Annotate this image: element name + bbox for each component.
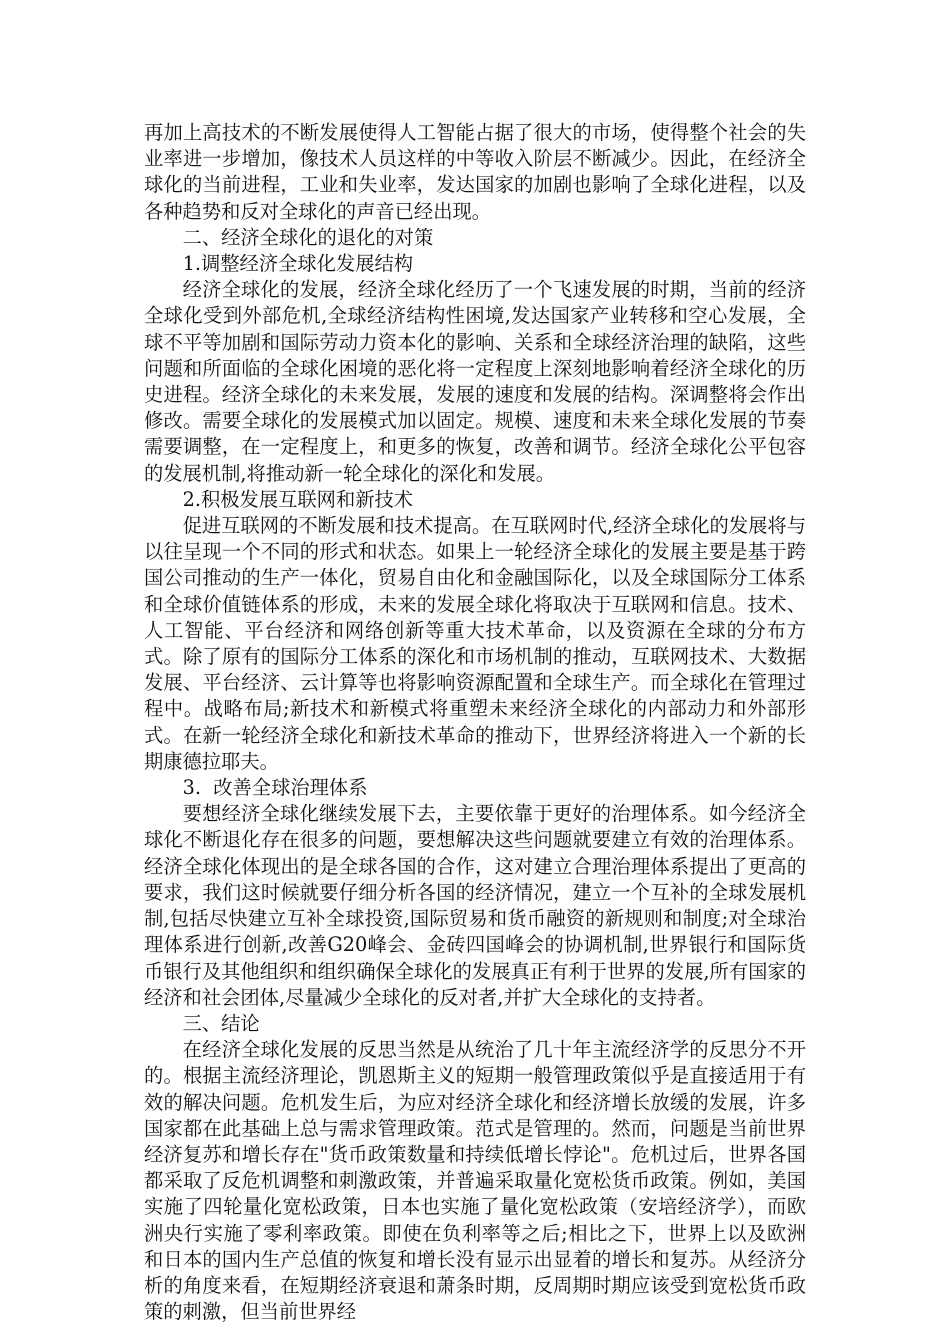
subheading-governance: 3. 改善全球治理体系 <box>182 776 368 800</box>
subheading-internet-technology: 2.积极发展互联网和新技术 <box>182 487 414 511</box>
section-heading-countermeasures: 二、经济全球化的退化的对策 <box>182 225 434 249</box>
paragraph-internet-technology: 促进互联网的不断发展和技术提高。在互联网时代,经济全球化的发展将与以往呈现一个不同的形式和状态。如果上一轮经济全球化的发展主要是基于跨国公司推动的生产一体化，贸易自由化和金融国际化，以及全球国际分工体系和全球价值链体系的形成，未来的发展全球化将取决于互联网和信息。技术、人工智能、平台经济和网络创新等重大技术革命，以及资源在全球的分布方式。除了原有的国际分工体系的深化和市场机制的推动，互联网技术、大数据发展、平台经济、云计算等也将影响资源配置和全球生产。而全球化在管理过程中。战略布局;新技术和新模式将重塑未来经济全球化的内部动力和外部形式。在新一轮经济全球化和新技术革命的推动下，世界经济将进入一个新的长期康德拉耶夫。 <box>144 514 806 773</box>
paragraph-adjust-structure: 经济全球化的发展，经济全球化经历了一个飞速发展的时期，当前的经济全球化受到外部危机,全球经济结构性困境,发达国家产业转移和空心发展，全球不平等加剧和国际劳动力资本化的影响、关系和全球经济治理的缺陷，这些问题和所面临的全球化困境的恶化将一定程度上深刻地影响着经济全球化的历史进程。经济全球化的未来发展，发展的速度和发展的结构。深调整将会作出修改。需要全球化的发展模式加以固定。规模、速度和未来全球化发展的节奏需要调整，在一定程度上，和更多的恢复，改善和调节。经济全球化公平包容的发展机制,将推动新一轮全球化的深化和发展。 <box>144 278 806 485</box>
document-body <box>144 120 806 1325</box>
subheading-adjust-structure: 1.调整经济全球化发展结构 <box>182 252 414 276</box>
paragraph-governance: 要想经济全球化继续发展下去，主要依靠于更好的治理体系。如今经济全球化不断退化存在很多的问题，要想解决这些问题就要建立有效的治理体系。经济全球化体现出的是全球各国的合作，这对建立合理治理体系提出了更高的要求，我们这时候就要仔细分析各国的经济情况，建立一个互补的全球发展机制,包括尽快建立互补全球投资,国际贸易和货币融资的新规则和制度;对全球治理体系进行创新,改善G20峰会、金砖四国峰会的协调机制,世界银行和国际货币银行及其他组织和组织确保全球化的发展真正有利于世界的发展,所有国家的经济和社会团体,尽量减少全球化的反对者,并扩大全球化的支持者。 <box>144 802 806 1009</box>
paragraph-conclusion: 在经济全球化发展的反思当然是从统治了几十年主流经济学的反思分不开的。根据主流经济理论，凯恩斯主义的短期一般管理政策似乎是直接适用于有效的解决问题。危机发生后，为应对经济全球化和经济增长放缓的发展，许多国家都在此基础上总与需求管理政策。范式是管理的。然而，问题是当前世界经济复苏和增长存在"货币政策数量和持续低增长悖论"。危机过后，世界各国都采取了反危机调整和刺激政策，并普遍采取量化宽松货币政策。例如，美国实施了四轮量化宽松政策，日本也实施了量化宽松政策（安培经济学），而欧洲央行实施了零利率政策。即使在负利率等之后;相比之下，世界上以及欧洲和日本的国内生产总值的恢复和增长没有显示出显着的增长和复苏。从经济分析的角度来看，在短期经济衰退和萧条时期，反周期时期应该受到宽松货币政策的刺激，但当前世界经 <box>144 1038 806 1324</box>
paragraph-continuation: 再加上高技术的不断发展使得人工智能占据了很大的市场，使得整个社会的失业率进一步增加，像技术人员这样的中等收入阶层不断减少。因此，在经济全球化的当前进程，工业和失业率，发达国家的加剧也影响了全球化进程，以及各种趋势和反对全球化的声音已经出现。 <box>144 121 806 223</box>
section-heading-conclusion: 三、结论 <box>182 1011 260 1035</box>
